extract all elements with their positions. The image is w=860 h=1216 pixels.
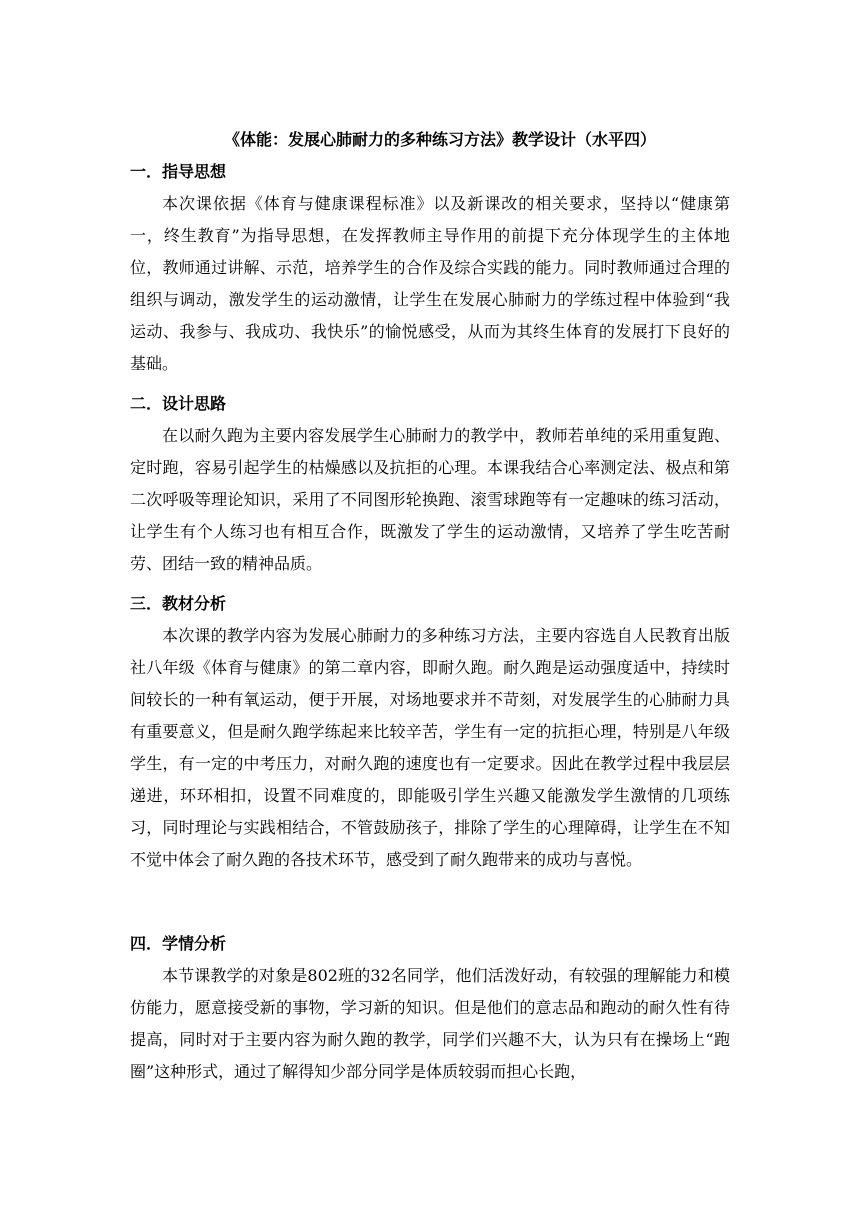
section-student-analysis [130, 928, 730, 1088]
section-design-approach [130, 388, 730, 580]
section-heading: 四．学情分析 [130, 934, 227, 953]
section-heading: 二．设计思路 [130, 394, 227, 413]
document-title: 《体能：发展心肺耐力的多种练习方法》教学设计（水平四） [223, 130, 656, 149]
section-paragraph: 本次课的教学内容为发展心肺耐力的多种练习方法，主要内容选自人民教育出版社八年级《体育与健康》的第二章内容，即耐久跑。耐久跑是运动强度适中，持续时间较长的一种有氧运动，便于开展，对场地要求并不苛刻，对发展学生的心肺耐力具有重要意义，但是耐久跑学练起来比较辛苦，学生有一定的抗拒心理，特别是八年级学生，有一定的中考压力，对耐久跑的速度也有一定要求。因此在教学过程中我层层递进，环环相扣，设置不同难度的，即能吸引学生兴趣又能激发学生激情的几项练习，同时理论与实践相结合，不管鼓励孩子，排除了学生的心理障碍，让学生在不知不觉中体会了耐久跑的各技术环节，感受到了耐久跑带来的成功与喜悦。 [130, 626, 730, 869]
section-guiding-ideology [130, 156, 730, 380]
section-paragraph: 本节课教学的对象是802班的32名同学，他们活泼好动，有较强的理解能力和模仿能力，愿意接受新的事物，学习新的知识。但是他们的意志品和跑动的耐久性有待提高，同时对于主要内容为耐久跑的教学，同学们兴趣不大，认为只有在操场上“跑圈”这种形式，通过了解得知少部分同学是体质较弱而担心长跑， [130, 966, 730, 1081]
section-paragraph: 本次课依据《体育与健康课程标准》以及新课改的相关要求，坚持以“健康第一，终生教育”为指导思想，在发挥教师主导作用的前提下充分体现学生的主体地位，教师通过讲解、示范，培养学生的合作及综合实践的能力。同时教师通过合理的组织与调动，激发学生的运动激情，让学生在发展心肺耐力的学练过程中体验到“我运动、我参与、我成功、我快乐”的愉悦感受，从而为其终生体育的发展打下良好的基础。 [130, 194, 730, 373]
section-paragraph: 在以耐久跑为主要内容发展学生心肺耐力的教学中，教师若单纯的采用重复跑、定时跑，容易引起学生的枯燥感以及抗拒的心理。本课我结合心率测定法、极点和第二次呼吸等理论知识，采用了不同图形轮换跑、滚雪球跑等有一定趣味的练习活动，让学生有个人练习也有相互合作，既激发了学生的运动激情，又培养了学生吃苦耐劳、团结一致的精神品质。 [130, 426, 730, 573]
section-heading: 三．教材分析 [130, 594, 227, 613]
section-textbook-analysis [130, 588, 730, 876]
section-heading: 一．指导思想 [130, 162, 227, 181]
